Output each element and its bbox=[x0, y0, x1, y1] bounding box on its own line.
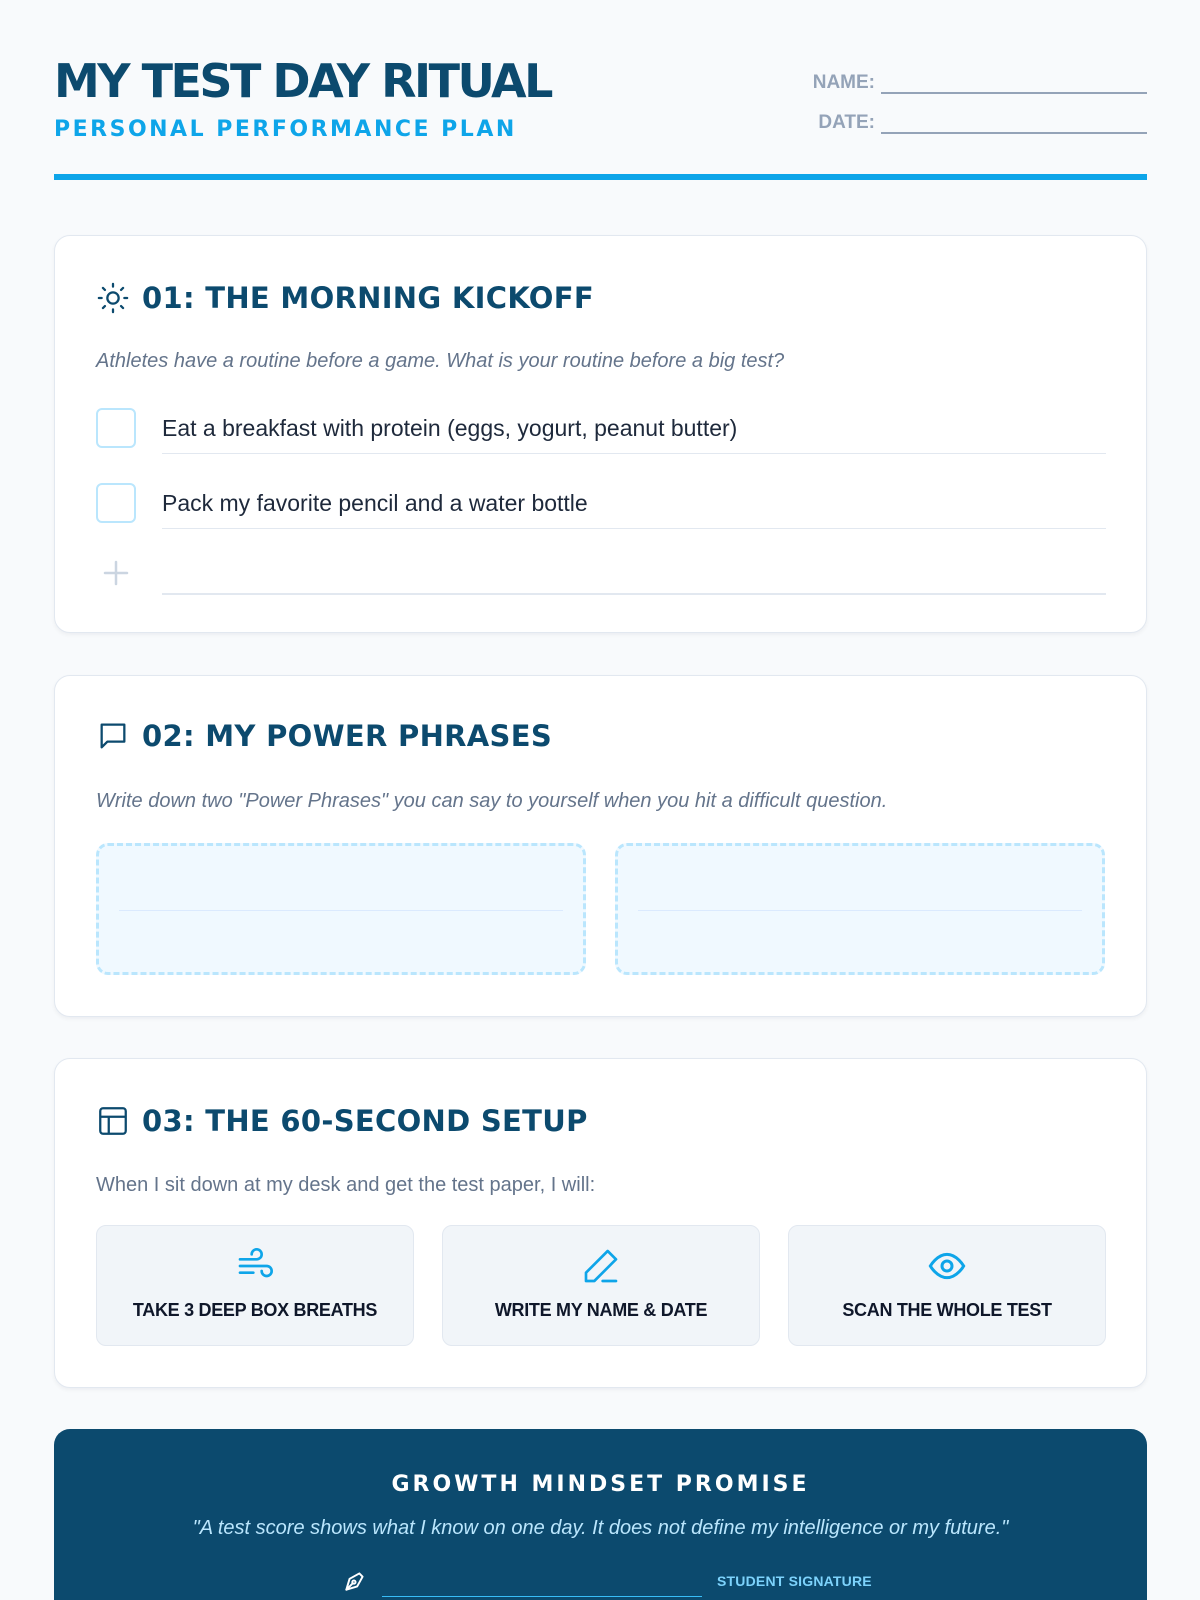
promise-quote: "A test score shows what I know on one day. It does not define my intelligence or my future." bbox=[192, 1517, 1009, 1539]
writing-line bbox=[119, 910, 563, 911]
page-title: MY TEST DAY RITUAL bbox=[54, 54, 551, 108]
worksheet-page bbox=[54, 0, 1147, 1589]
pen-tool-icon bbox=[342, 1568, 368, 1594]
tile-label: SCAN THE WHOLE TEST bbox=[842, 1300, 1052, 1320]
name-row bbox=[787, 54, 1147, 94]
growth-mindset-promise bbox=[54, 1429, 1147, 1600]
checklist-item-text: Eat a breakfast with protein (eggs, yogurt, peanut butter) bbox=[162, 408, 1106, 454]
blank-item-field[interactable] bbox=[162, 593, 1106, 595]
setup-tile-name-date bbox=[442, 1225, 760, 1346]
section-header bbox=[96, 1104, 588, 1138]
power-phrase-field-2[interactable] bbox=[615, 843, 1105, 975]
section-power-phrases bbox=[54, 675, 1147, 1017]
section-header bbox=[96, 719, 552, 753]
tile-label: TAKE 3 DEEP BOX BREATHS bbox=[132, 1300, 378, 1320]
checkbox[interactable] bbox=[96, 408, 136, 448]
tile-label: WRITE MY NAME & DATE bbox=[494, 1300, 708, 1320]
checklist-item bbox=[96, 408, 1106, 464]
writing-line bbox=[638, 910, 1082, 911]
section-title: 02: MY POWER PHRASES bbox=[142, 719, 553, 753]
promise-title: GROWTH MINDSET PROMISE bbox=[391, 1472, 810, 1497]
section-description: When I sit down at my desk and get the test paper, I will: bbox=[96, 1174, 596, 1196]
power-phrase-field-1[interactable] bbox=[96, 843, 586, 975]
section-header bbox=[96, 281, 594, 315]
setup-tile-breaths bbox=[96, 1225, 414, 1346]
plus-icon[interactable] bbox=[96, 553, 136, 593]
section-description: Athletes have a routine before a game. What is your routine before a big test? bbox=[96, 350, 785, 372]
checklist-item-text: Pack my favorite pencil and a water bottle bbox=[162, 483, 1106, 529]
speech-bubble-icon bbox=[96, 719, 130, 753]
page-subtitle: PERSONAL PERFORMANCE PLAN bbox=[54, 117, 517, 142]
date-row bbox=[787, 94, 1147, 134]
date-label: DATE: bbox=[818, 112, 875, 133]
date-field[interactable] bbox=[881, 114, 1147, 134]
section-description: Write down two "Power Phrases" you can say to yourself when you hit a difficult question. bbox=[96, 790, 888, 812]
checkbox[interactable] bbox=[96, 483, 136, 523]
pen-icon bbox=[581, 1246, 621, 1286]
section-title: 03: THE 60-SECOND SETUP bbox=[142, 1104, 588, 1138]
name-date-fields bbox=[787, 54, 1147, 134]
section-morning-kickoff bbox=[54, 235, 1147, 633]
signature-field[interactable] bbox=[382, 1596, 702, 1597]
name-label: NAME: bbox=[812, 72, 875, 93]
section-setup bbox=[54, 1058, 1147, 1388]
wind-icon bbox=[235, 1246, 275, 1286]
header-divider bbox=[54, 174, 1147, 180]
section-title: 01: THE MORNING KICKOFF bbox=[142, 281, 594, 315]
sun-icon bbox=[96, 281, 130, 315]
eye-icon bbox=[927, 1246, 967, 1286]
name-field[interactable] bbox=[881, 74, 1147, 94]
setup-tile-scan bbox=[788, 1225, 1106, 1346]
signature-label: STUDENT SIGNATURE bbox=[717, 1573, 872, 1589]
header bbox=[54, 0, 1147, 182]
checklist-item bbox=[96, 483, 1106, 539]
signature-row bbox=[342, 1568, 902, 1598]
layout-icon bbox=[96, 1104, 130, 1138]
add-item-row bbox=[96, 553, 1106, 609]
